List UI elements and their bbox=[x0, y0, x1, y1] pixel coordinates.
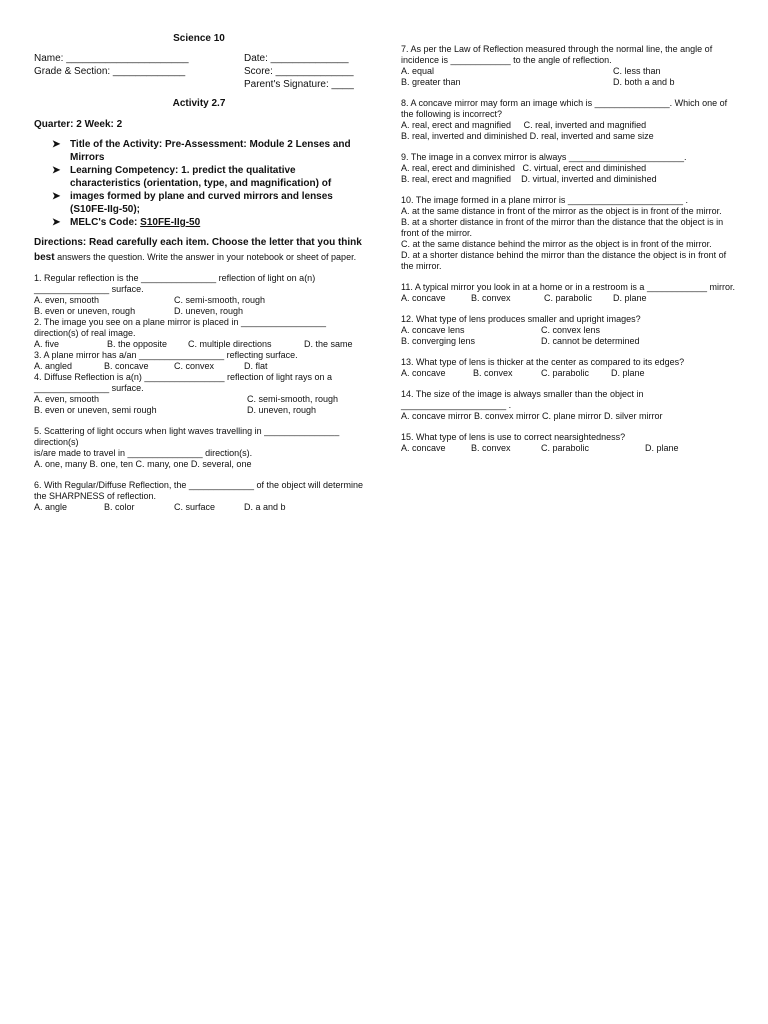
option: D. both a and b bbox=[613, 77, 675, 87]
question-stem: 12. What type of lens produces smaller and upright images? bbox=[401, 314, 641, 324]
question-stem-cont: is/are made to travel in _______________ direction(s). bbox=[34, 448, 253, 458]
activity-title: Activity 2.7 bbox=[172, 98, 226, 109]
name-field: Name: ______________________ bbox=[34, 53, 189, 64]
question-stem: 4. Diffuse Reflection is a(n) ________________ reflection of light rays on a _______________ surface. bbox=[34, 372, 333, 393]
option: B. at a shorter distance in front of the mirror than the distance that the object is in front of the mirror. bbox=[401, 217, 724, 238]
option: D. the same bbox=[304, 339, 353, 349]
score-field: Score: ______________ bbox=[244, 66, 354, 77]
question-2 bbox=[34, 317, 364, 350]
options-line: A. real, erect and diminished C. virtual, erect and diminished bbox=[401, 163, 647, 173]
option: D. plane bbox=[611, 368, 645, 378]
options-line: A. concave mirror B. convex mirror C. plane mirror D. silver mirror bbox=[401, 411, 663, 421]
student-info-header bbox=[34, 52, 364, 92]
option: D. plane bbox=[613, 293, 647, 303]
question-stem: 13. What type of lens is thicker at the center as compared to its edges? bbox=[401, 357, 685, 367]
question-stem: 6. With Regular/Diffuse Reflection, the _____________ of the object will determine the SHARPNESS of reflection. bbox=[34, 480, 364, 501]
question-9 bbox=[401, 152, 736, 185]
option: A. even, smooth bbox=[34, 295, 100, 305]
option: D. uneven, rough bbox=[247, 405, 317, 415]
option: C. parabolic bbox=[541, 443, 590, 453]
option: D. at a shorter distance behind the mirror than the distance the object is in front of the mirror. bbox=[401, 250, 727, 271]
options-line: A. real, erect and magnified C. real, inverted and magnified bbox=[401, 120, 647, 130]
directions-bold: Directions: Read carefully each item. Choose the letter that you think best bbox=[34, 237, 362, 263]
option: B. concave bbox=[104, 361, 149, 371]
grade-section-field: Grade & Section: _____________ bbox=[34, 66, 186, 77]
question-13 bbox=[401, 357, 736, 379]
question-12 bbox=[401, 314, 736, 347]
question-14 bbox=[401, 389, 736, 422]
option: B. even or uneven, semi rough bbox=[34, 405, 157, 415]
option: A. concave bbox=[401, 443, 446, 453]
question-stem: 2. The image you see on a plane mirror is placed in _________________ direction(s) of real image. bbox=[34, 317, 327, 338]
left-column bbox=[34, 33, 364, 513]
option: B. convex bbox=[471, 293, 511, 303]
melc-code-bullet bbox=[52, 216, 364, 229]
competency-bullet: ➤ Learning Competency: 1. predict the qualitative characteristics (orientation, type, and magnification) of bbox=[52, 164, 364, 190]
option: A. concave lens bbox=[401, 325, 465, 335]
question-4 bbox=[34, 372, 364, 416]
option: C. semi-smooth, rough bbox=[247, 394, 339, 404]
option: A. concave bbox=[401, 293, 446, 303]
competency-bullet-cont: ➤ images formed by plane and curved mirrors and lenses (S10FE-IIg-50); bbox=[52, 190, 364, 216]
option: A. five bbox=[34, 339, 60, 349]
option: C. parabolic bbox=[544, 293, 593, 303]
parent-signature-field: Parent's Signature: ____ bbox=[244, 79, 354, 90]
directions-normal: answers the question. Write the answer in your notebook or sheet of paper. bbox=[54, 252, 357, 262]
option: B. color bbox=[104, 502, 135, 512]
option: D. plane bbox=[645, 443, 679, 453]
option: A. angled bbox=[34, 361, 73, 371]
option: A. even, smooth bbox=[34, 394, 100, 404]
directions bbox=[34, 235, 364, 265]
option: A. concave bbox=[401, 368, 446, 378]
question-7 bbox=[401, 44, 736, 88]
melc-code: S10FE-IIg-50 bbox=[140, 217, 201, 228]
option: B. convex bbox=[471, 443, 511, 453]
question-stem: 3. A plane mirror has a/an _________________ reflecting surface. bbox=[34, 350, 298, 360]
question-stem: 9. The image in a convex mirror is always _______________________. bbox=[401, 152, 687, 162]
option: A. angle bbox=[34, 502, 68, 512]
option: D. flat bbox=[244, 361, 268, 371]
option: B. the opposite bbox=[107, 339, 168, 349]
question-stem: 1. Regular reflection is the _______________ reflection of light on a(n) _______________ surface. bbox=[34, 273, 316, 294]
question-stem: 15. What type of lens is use to correct nearsightedness? bbox=[401, 432, 626, 442]
option: C. multiple directions bbox=[188, 339, 272, 349]
question-stem: 7. As per the Law of Reflection measured through the normal line, the angle of incidence is ____________ to the angle of reflection. bbox=[401, 44, 713, 65]
option: B. greater than bbox=[401, 77, 461, 87]
option: B. converging lens bbox=[401, 336, 476, 346]
option: B. even or uneven, rough bbox=[34, 306, 136, 316]
option: C. surface bbox=[174, 502, 216, 512]
activity-info-list bbox=[34, 138, 364, 229]
options-line: B. real, erect and magnified D. virtual, inverted and diminished bbox=[401, 174, 657, 184]
options-line: A. one, many B. one, ten C. many, one D. several, one bbox=[34, 459, 252, 469]
option: D. a and b bbox=[244, 502, 286, 512]
question-6 bbox=[34, 480, 364, 513]
question-stem: 5. Scattering of light occurs when light waves travelling in _______________ direction(s) bbox=[34, 426, 340, 447]
option: C. at the same distance behind the mirror as the object is in front of the mirror. bbox=[401, 239, 712, 249]
date-field: Date: ______________ bbox=[244, 53, 349, 64]
question-15 bbox=[401, 432, 736, 454]
question-stem: 8. A concave mirror may form an image which is _______________. Which one of the following is incorrect? bbox=[401, 98, 728, 119]
option: A. equal bbox=[401, 66, 435, 76]
activity-title-bullet: ➤ Title of the Activity: Pre-Assessment: Module 2 Lenses and Mirrors bbox=[52, 138, 364, 164]
question-8 bbox=[401, 98, 736, 142]
option: A. at the same distance in front of the mirror as the object is in front of the mirror. bbox=[401, 206, 722, 216]
question-11 bbox=[401, 282, 736, 304]
question-5 bbox=[34, 426, 364, 470]
subject-title: Science 10 bbox=[173, 33, 225, 44]
question-10 bbox=[401, 195, 736, 272]
option: D. uneven, rough bbox=[174, 306, 244, 316]
option: C. convex bbox=[174, 361, 215, 371]
melc-label: MELC's Code: bbox=[70, 217, 141, 228]
question-stem: 10. The image formed in a plane mirror is _______________________ . bbox=[401, 195, 689, 205]
options-line: B. real, inverted and diminished D. real, inverted and same size bbox=[401, 131, 654, 141]
option: C. convex lens bbox=[541, 325, 601, 335]
right-column bbox=[401, 44, 736, 454]
question-stem: 11. A typical mirror you look in at a home or in a restroom is a ____________ mirror. bbox=[401, 282, 736, 292]
option: C. parabolic bbox=[541, 368, 590, 378]
question-stem: 14. The size of the image is always smaller than the object in _____________________ . bbox=[401, 389, 644, 410]
question-3 bbox=[34, 350, 364, 372]
quarter-week: Quarter: 2 Week: 2 bbox=[34, 119, 123, 130]
question-1 bbox=[34, 273, 364, 317]
option: B. convex bbox=[473, 368, 513, 378]
option: D. cannot be determined bbox=[541, 336, 640, 346]
option: C. semi-smooth, rough bbox=[174, 295, 266, 305]
option: C. less than bbox=[613, 66, 661, 76]
